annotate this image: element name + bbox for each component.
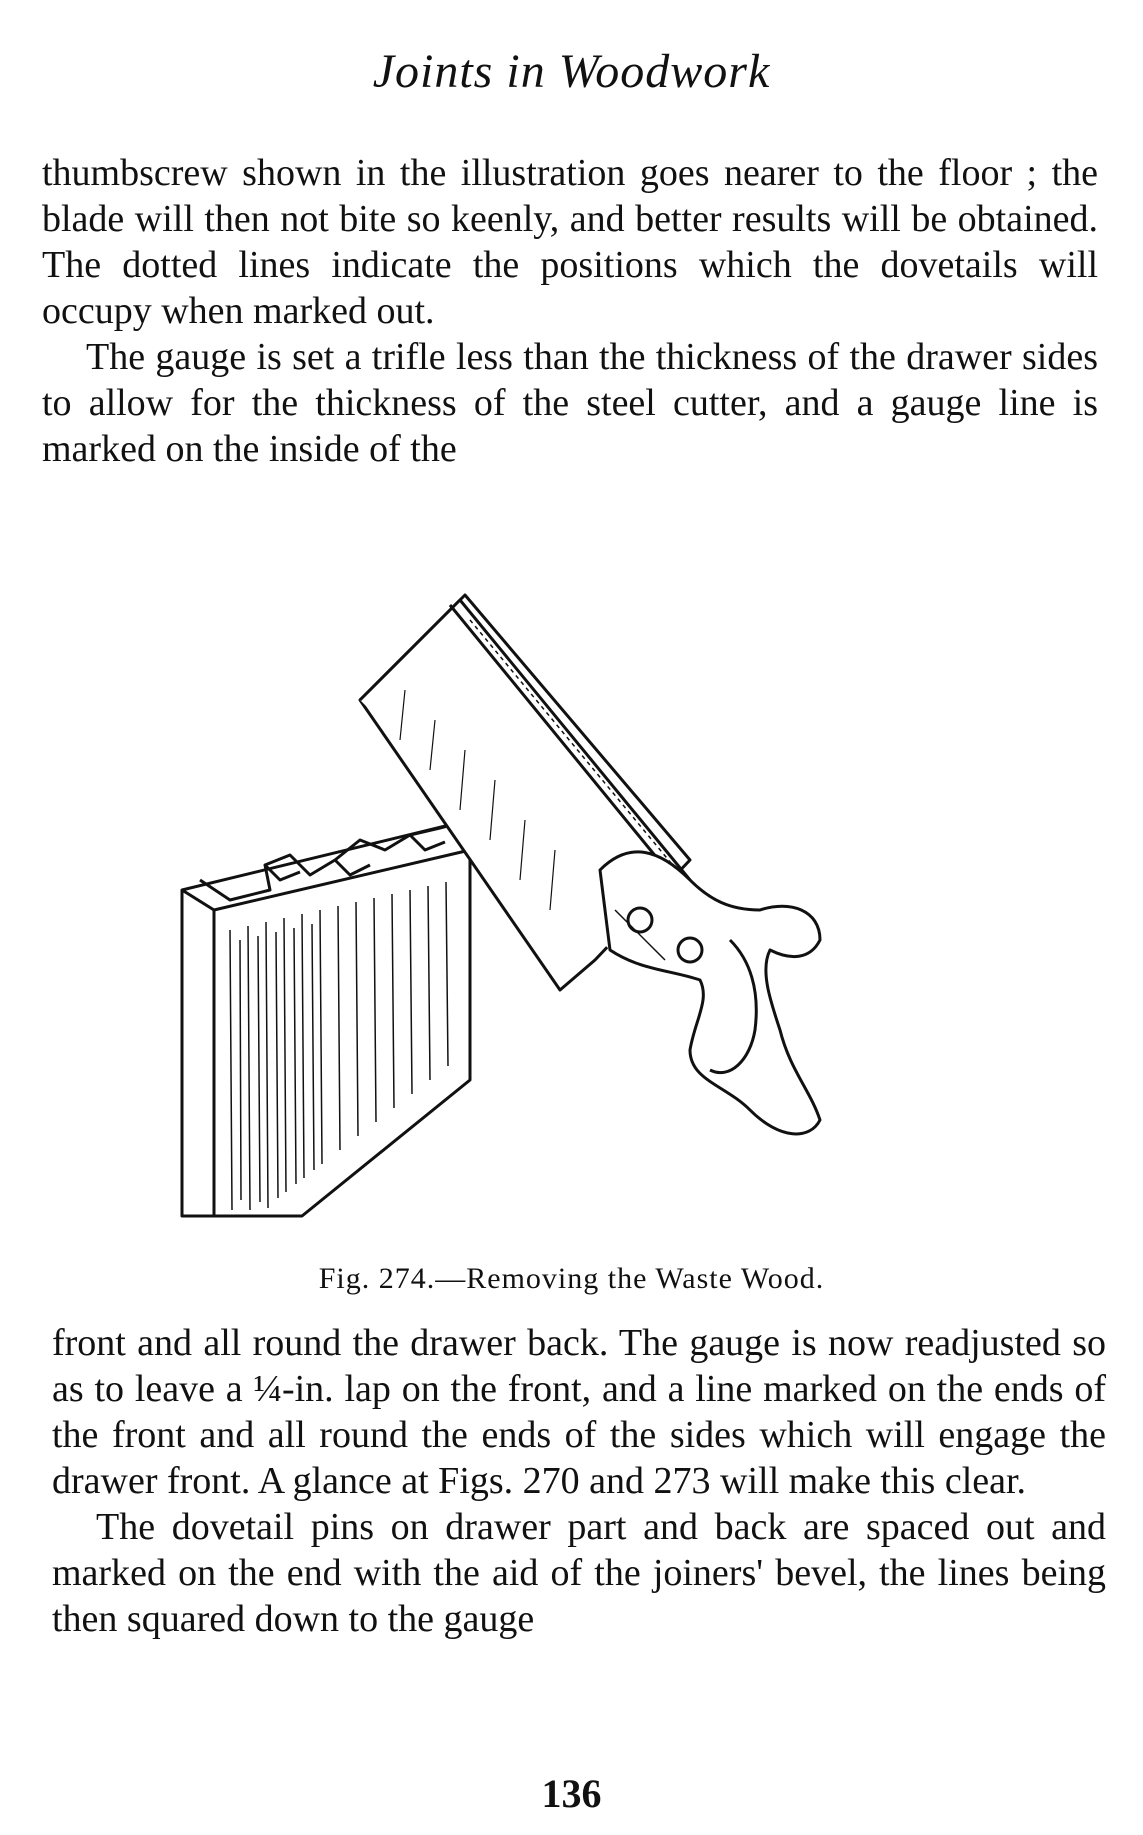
text-block-top bbox=[42, 150, 1098, 472]
page-number: 136 bbox=[541, 1771, 602, 1816]
board-drawing bbox=[182, 820, 470, 1216]
paragraph: The gauge is set a trifle less than the thickness of the drawer sides to allow for the thickness of the steel cutter, and a gauge line is marked on the inside of the bbox=[42, 336, 1098, 470]
saw-illustration bbox=[170, 580, 970, 1240]
figure-caption: Fig. 274.—Removing the Waste Wood. bbox=[318, 1262, 825, 1295]
paragraph: front and all round the drawer back. The gauge is now readjusted so as to leave a ¼-in. lap on the front, and a line marked on the ends of the front and all round the ends of the sides which will engage the drawer front. A glance at Figs. 270 and 273 will make this clear. bbox=[52, 1322, 1106, 1502]
paragraph: The dovetail pins on drawer part and back are spaced out and marked on the end with the aid of the joiners' bevel, the lines being then squared down to the gauge bbox=[52, 1506, 1106, 1640]
paragraph: thumbscrew shown in the illustration goes nearer to the floor ; the blade will then not bite so keenly, and better results will be obtained. The dotted lines indicate the positions which the dovetails will occupy when marked out. bbox=[42, 152, 1098, 332]
page-title: Joints in Woodwork bbox=[372, 45, 771, 98]
text-block-bottom bbox=[52, 1320, 1106, 1642]
